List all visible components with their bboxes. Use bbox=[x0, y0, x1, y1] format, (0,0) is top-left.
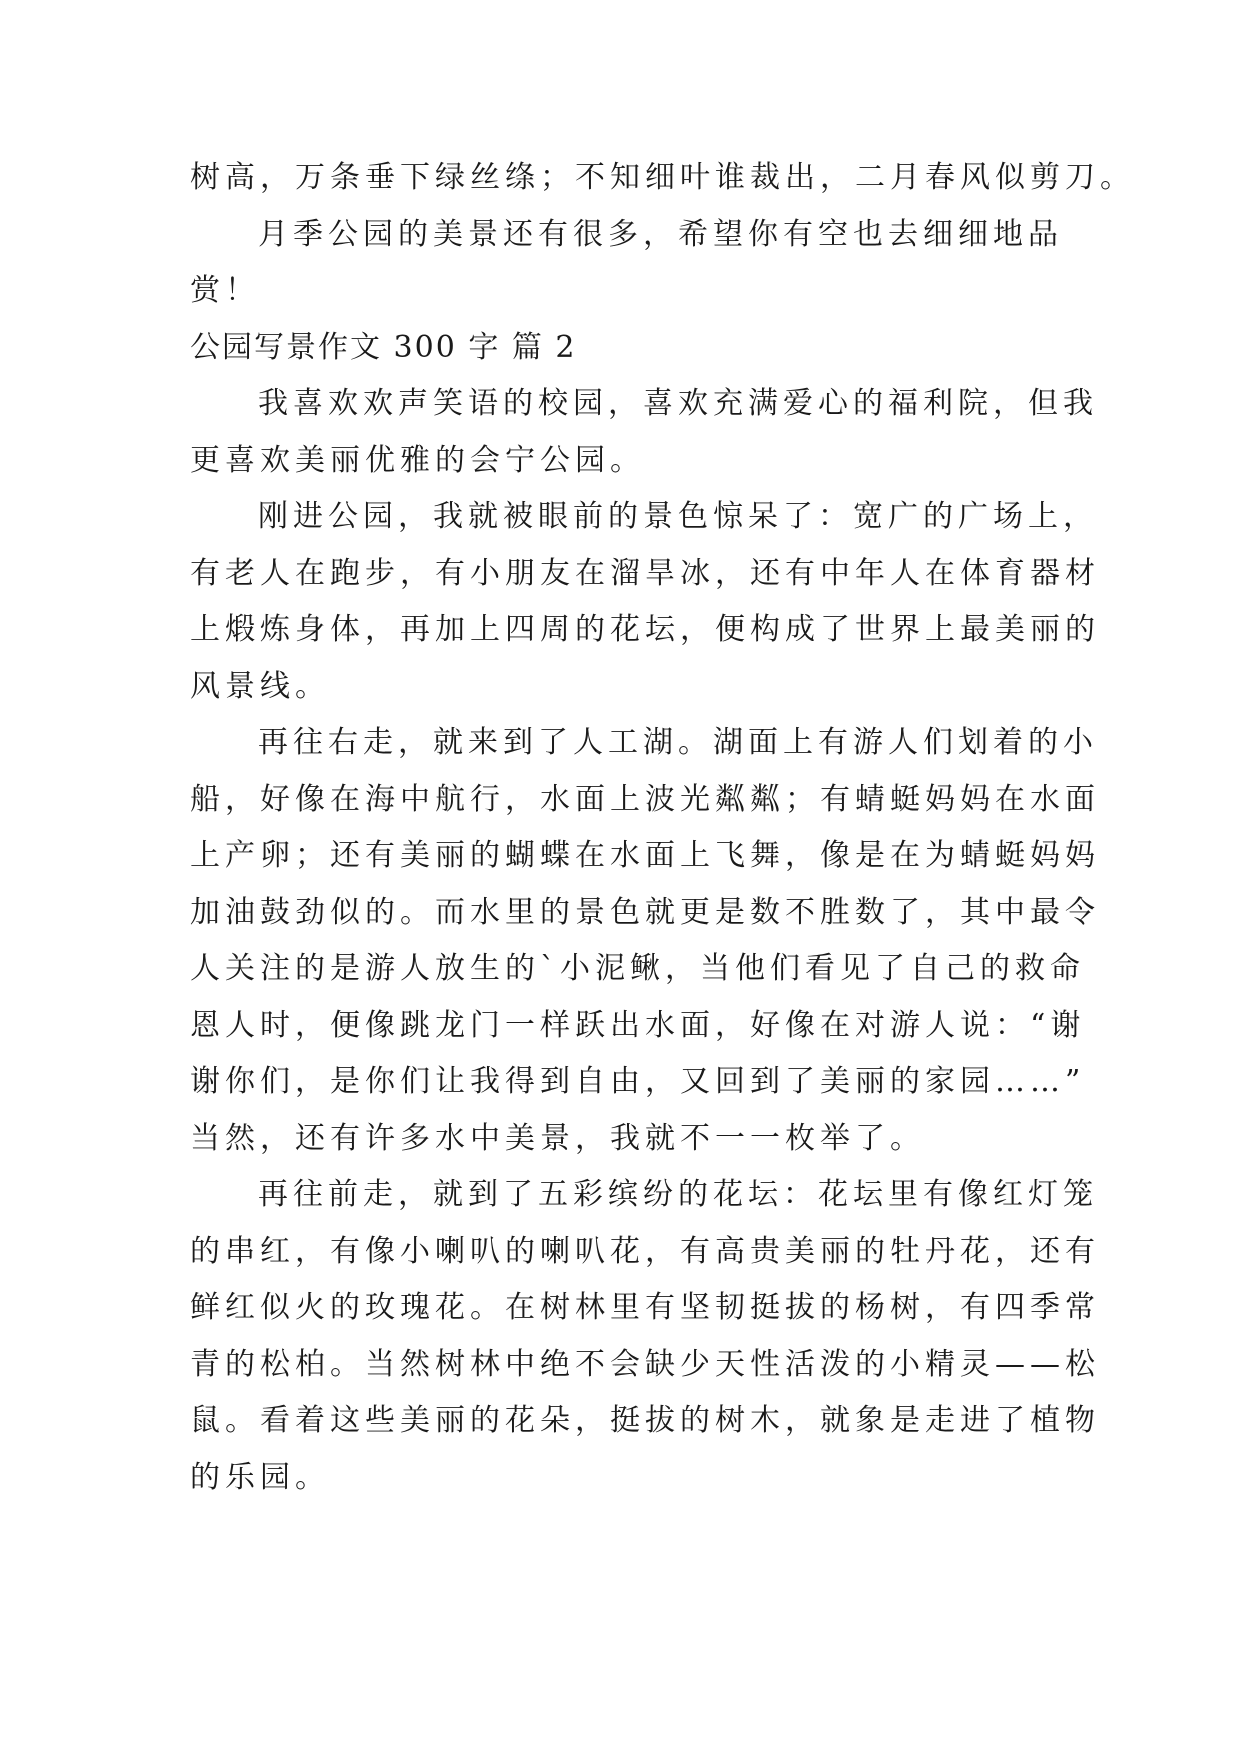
paragraph-line: 有老人在跑步，有小朋友在溜旱冰，还有中年人在体育器材 bbox=[190, 555, 1100, 591]
paragraph-line: 恩人时，便像跳龙门一样跃出水面，好像在对游人说：“谢 bbox=[190, 1007, 1086, 1043]
paragraph-line: 上产卵；还有美丽的蝴蝶在水面上飞舞，像是在为蜻蜓妈妈 bbox=[190, 838, 1100, 873]
paragraph-line: 的乐园。 bbox=[190, 1459, 330, 1495]
paragraph-line: 当然，还有许多水中美景，我就不一一枚举了。 bbox=[190, 1120, 925, 1156]
paragraph-line: 的串红，有像小喇叭的喇叭花，有高贵美丽的牡丹花，还有 bbox=[190, 1233, 1100, 1269]
document-body bbox=[190, 150, 1135, 1506]
section-heading: 公园写景作文 300 字 篇 2 bbox=[190, 329, 577, 365]
paragraph-line: 加油鼓劲似的。而水里的景色就更是数不胜数了，其中最令 bbox=[190, 894, 1100, 930]
paragraph-line: 青的松柏。当然树林中绝不会缺少天性活泼的小精灵——松 bbox=[190, 1346, 1100, 1382]
paragraph-line: 再往右走，就来到了人工湖。湖面上有游人们划着的小 bbox=[258, 725, 1098, 760]
intro-line: 树高，万条垂下绿丝绦；不知细叶谁裁出，二月春风似剪刀。 bbox=[190, 160, 1135, 195]
paragraph-line: 船，好像在海中航行，水面上波光粼粼；有蜻蜓妈妈在水面 bbox=[190, 781, 1100, 817]
paragraph-line: 再往前走，就到了五彩缤纷的花坛：花坛里有像红灯笼 bbox=[258, 1177, 1098, 1212]
paragraph-line: 鲜红似火的玫瑰花。在树林里有坚韧挺拔的杨树，有四季常 bbox=[190, 1290, 1100, 1325]
paragraph-line: 风景线。 bbox=[190, 668, 330, 704]
closing-paragraph-line: 月季公园的美景还有很多，希望你有空也去细细地品 bbox=[258, 216, 1063, 252]
paragraph-line: 刚进公园，我就被眼前的景色惊呆了：宽广的广场上， bbox=[258, 499, 1098, 534]
paragraph-line: 谢你们，是你们让我得到自由，又回到了美丽的家园……” bbox=[190, 1064, 1086, 1099]
closing-paragraph-line: 赏！ bbox=[190, 273, 260, 308]
paragraph-line: 人关注的是游人放生的`小泥鳅，当他们看见了自己的救命 bbox=[190, 951, 1085, 986]
paragraph-line: 我喜欢欢声笑语的校园，喜欢充满爱心的福利院，但我 bbox=[258, 386, 1098, 421]
paragraph-line: 上煅炼身体，再加上四周的花坛，便构成了世界上最美丽的 bbox=[190, 612, 1100, 647]
paragraph-line: 鼠。看着这些美丽的花朵，挺拔的树木，就象是走进了植物 bbox=[190, 1403, 1100, 1438]
paragraph-line: 更喜欢美丽优雅的会宁公园。 bbox=[190, 442, 645, 478]
